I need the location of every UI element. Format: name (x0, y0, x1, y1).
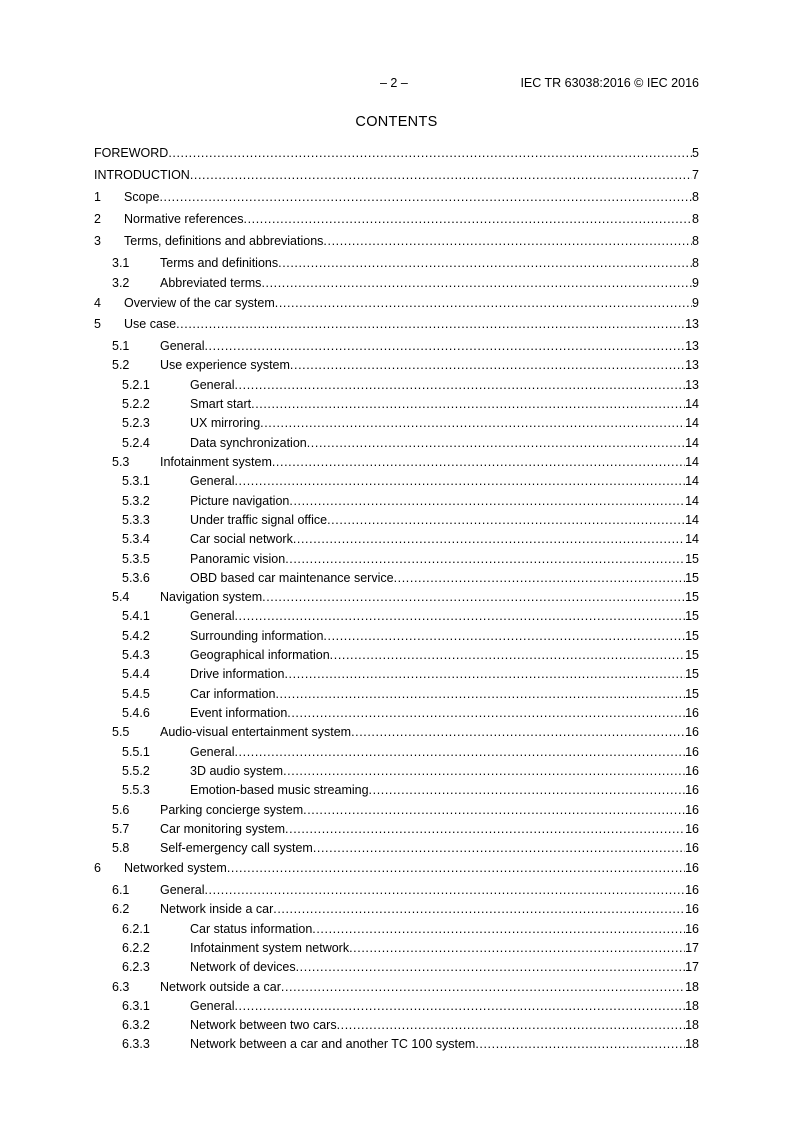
toc-entry-page: 16 (685, 803, 699, 817)
toc-leader-dots (234, 473, 685, 489)
toc-leader-dots (283, 763, 685, 779)
toc-entry-number: 2 (94, 212, 101, 226)
toc-entry[interactable] (94, 608, 699, 624)
toc-leader-dots (278, 255, 692, 271)
toc-entry-page: 15 (685, 648, 699, 662)
toc-entry-number: 6.2 (112, 902, 130, 916)
toc-entry[interactable] (94, 189, 699, 205)
toc-entry-page: 18 (685, 1037, 699, 1051)
toc-entry-title: General (160, 883, 205, 897)
toc-entry[interactable] (94, 167, 699, 183)
toc-entry-number: 5.2.1 (122, 378, 150, 392)
toc-leader-dots (330, 647, 685, 663)
toc-entry-page: 15 (685, 590, 699, 604)
toc-leader-dots (323, 233, 692, 249)
toc-entry[interactable] (94, 454, 699, 470)
toc-entry-number: 5.3.1 (122, 474, 150, 488)
toc-entry[interactable] (94, 901, 699, 917)
toc-leader-dots (261, 275, 692, 291)
toc-entry-page: 18 (685, 1018, 699, 1032)
toc-entry-title: Parking concierge system (160, 803, 304, 817)
toc-leader-dots (262, 589, 685, 605)
toc-entry-page: 15 (685, 552, 699, 566)
toc-leader-dots (475, 1036, 685, 1052)
toc-entry-page: 15 (685, 687, 699, 701)
toc-leader-dots (323, 628, 685, 644)
toc-leader-dots (190, 167, 692, 183)
toc-entry-page: 14 (685, 494, 699, 508)
toc-entry-number: 6.3.2 (122, 1018, 150, 1032)
toc-entry-title: Audio-visual entertainment system (160, 725, 352, 739)
toc-entry[interactable] (94, 357, 699, 373)
toc-entry-number: 5.4.3 (122, 648, 150, 662)
toc-entry[interactable] (94, 512, 699, 528)
toc-leader-dots (204, 882, 685, 898)
toc-entry[interactable] (94, 435, 699, 451)
toc-entry-page: 14 (685, 455, 699, 469)
toc-leader-dots (287, 705, 685, 721)
toc-entry[interactable] (94, 686, 699, 702)
toc-entry-number: 3.1 (112, 256, 130, 270)
toc-entry-title: General (190, 609, 235, 623)
toc-entry-number: 6.3.3 (122, 1037, 150, 1051)
toc-entry-page: 15 (685, 571, 699, 585)
toc-entry-title: Car status information (190, 922, 313, 936)
toc-leader-dots (234, 998, 685, 1014)
toc-entry-title: INTRODUCTION (94, 168, 190, 182)
toc-entry-page: 15 (685, 629, 699, 643)
toc-entry-number: 5.5.2 (122, 764, 150, 778)
toc-entry-title: Scope (124, 190, 160, 204)
toc-entry-page: 9 (692, 296, 699, 310)
toc-leader-dots (227, 860, 685, 876)
toc-entry-page: 5 (692, 146, 699, 160)
toc-entry-title: Car information (190, 687, 276, 701)
toc-entry-number: 5.4.2 (122, 629, 150, 643)
toc-leader-dots (284, 666, 685, 682)
toc-entry-title: Navigation system (160, 590, 263, 604)
toc-entry-number: 5.8 (112, 841, 130, 855)
toc-entry-number: 5.4.4 (122, 667, 150, 681)
toc-entry-page: 16 (685, 725, 699, 739)
toc-entry-page: 14 (685, 513, 699, 527)
toc-entry-page: 7 (692, 168, 699, 182)
toc-entry-number: 6.2.1 (122, 922, 150, 936)
toc-leader-dots (234, 744, 685, 760)
toc-leader-dots (234, 608, 685, 624)
toc-entry[interactable] (94, 744, 699, 760)
toc-entry-number: 6.2.3 (122, 960, 150, 974)
toc-entry-page: 16 (685, 706, 699, 720)
toc-entry[interactable] (94, 921, 699, 937)
toc-entry-title: Panoramic vision (190, 552, 286, 566)
toc-entry[interactable] (94, 531, 699, 547)
toc-entry-title: Geographical information (190, 648, 330, 662)
toc-entry-title: Surrounding information (190, 629, 324, 643)
document-id: IEC TR 63038:2016 © IEC 2016 (520, 76, 699, 90)
toc-entry[interactable] (94, 647, 699, 663)
toc-entry[interactable] (94, 551, 699, 567)
toc-entry[interactable] (94, 589, 699, 605)
toc-entry[interactable] (94, 940, 699, 956)
toc-entry-title: FOREWORD (94, 146, 169, 160)
toc-leader-dots (275, 686, 685, 702)
toc-entry-page: 17 (685, 941, 699, 955)
toc-entry-page: 8 (692, 256, 699, 270)
toc-entry-page: 9 (692, 276, 699, 290)
toc-entry-number: 1 (94, 190, 101, 204)
toc-entry-title: Network inside a car (160, 902, 274, 916)
toc-entry-page: 13 (685, 358, 699, 372)
toc-entry[interactable] (94, 145, 699, 161)
toc-entry[interactable] (94, 275, 699, 291)
toc-entry-number: 5.4.5 (122, 687, 150, 701)
toc-entry[interactable] (94, 377, 699, 393)
toc-leader-dots (351, 724, 685, 740)
toc-entry-number: 5.1 (112, 339, 130, 353)
toc-entry-page: 14 (685, 397, 699, 411)
toc-entry-number: 5.3.3 (122, 513, 150, 527)
toc-entry-title: Abbreviated terms (160, 276, 262, 290)
toc-leader-dots (244, 211, 693, 227)
toc-leader-dots (281, 979, 685, 995)
toc-entry-page: 8 (692, 212, 699, 226)
toc-leader-dots (313, 840, 685, 856)
toc-entry[interactable] (94, 338, 699, 354)
toc-entry[interactable] (94, 724, 699, 740)
toc-entry[interactable] (94, 316, 699, 332)
toc-entry-page: 14 (685, 416, 699, 430)
toc-entry-title: Self-emergency call system (160, 841, 313, 855)
toc-entry-number: 6.1 (112, 883, 130, 897)
toc-entry-title: Network outside a car (160, 980, 281, 994)
toc-leader-dots (176, 316, 685, 332)
toc-leader-dots (293, 531, 685, 547)
toc-leader-dots (303, 802, 685, 818)
toc-entry[interactable] (94, 802, 699, 818)
toc-entry-page: 16 (685, 883, 699, 897)
toc-leader-dots (394, 570, 686, 586)
toc-entry[interactable] (94, 415, 699, 431)
toc-entry[interactable] (94, 295, 699, 311)
toc-entry-title: Network between two cars (190, 1018, 337, 1032)
toc-entry-page: 16 (685, 922, 699, 936)
toc-entry-title: Picture navigation (190, 494, 290, 508)
toc-leader-dots (307, 435, 685, 451)
toc-entry[interactable] (94, 233, 699, 249)
toc-entry[interactable] (94, 860, 699, 876)
toc-entry[interactable] (94, 840, 699, 856)
toc-leader-dots (296, 959, 685, 975)
toc-entry-title: Drive information (190, 667, 285, 681)
toc-entry-page: 16 (685, 841, 699, 855)
toc-leader-dots (273, 901, 685, 917)
toc-entry-title: Terms, definitions and abbreviations (124, 234, 324, 248)
toc-entry-page: 18 (685, 999, 699, 1013)
toc-entry-page: 15 (685, 667, 699, 681)
toc-entry-number: 5.4.1 (122, 609, 150, 623)
toc-entry-page: 18 (685, 980, 699, 994)
toc-entry[interactable] (94, 1036, 699, 1052)
toc-entry-number: 6.3 (112, 980, 130, 994)
toc-entry-title: Network between a car and another TC 100 system (190, 1037, 476, 1051)
toc-entry-title: General (190, 745, 235, 759)
toc-entry[interactable] (94, 396, 699, 412)
toc-entry[interactable] (94, 763, 699, 779)
toc-leader-dots (168, 145, 692, 161)
page-number: – 2 – (380, 76, 408, 90)
toc-entry-title: Event information (190, 706, 288, 720)
toc-entry-title: General (190, 378, 235, 392)
toc-entry-page: 15 (685, 609, 699, 623)
toc-leader-dots (204, 338, 685, 354)
toc-entry[interactable] (94, 493, 699, 509)
toc-entry-number: 5.5.1 (122, 745, 150, 759)
toc-entry-number: 5.2.4 (122, 436, 150, 450)
toc-entry-page: 16 (685, 902, 699, 916)
page-title: CONTENTS (355, 114, 438, 130)
toc-entry[interactable] (94, 705, 699, 721)
toc-entry-title: Network of devices (190, 960, 296, 974)
toc-entry-number: 5.3 (112, 455, 130, 469)
toc-entry-title: General (160, 339, 205, 353)
toc-entry-page: 16 (685, 861, 699, 875)
toc-entry[interactable] (94, 959, 699, 975)
toc-entry-page: 13 (685, 317, 699, 331)
toc-entry-title: Terms and definitions (160, 256, 279, 270)
toc-entry-title: Car social network (190, 532, 293, 546)
toc-leader-dots (260, 415, 685, 431)
toc-entry-title: General (190, 474, 235, 488)
toc-entry-page: 14 (685, 436, 699, 450)
toc-leader-dots (275, 295, 692, 311)
toc-entry-title: Infotainment system network (190, 941, 350, 955)
toc-leader-dots (285, 551, 685, 567)
toc-entry-number: 5.4 (112, 590, 130, 604)
toc-entry-page: 16 (685, 783, 699, 797)
toc-entry-title: General (190, 999, 235, 1013)
toc-entry-title: Emotion-based music streaming (190, 783, 369, 797)
toc-entry-title: Smart start (190, 397, 252, 411)
toc-entry-number: 5.5 (112, 725, 130, 739)
toc-entry[interactable] (94, 628, 699, 644)
toc-entry-number: 5.4.6 (122, 706, 150, 720)
toc-entry-page: 13 (685, 378, 699, 392)
toc-entry[interactable] (94, 473, 699, 489)
toc-entry[interactable] (94, 666, 699, 682)
toc-entry-page: 17 (685, 960, 699, 974)
toc-entry-number: 3 (94, 234, 101, 248)
toc-entry-number: 6.3.1 (122, 999, 150, 1013)
toc-entry[interactable] (94, 998, 699, 1014)
toc-entry-number: 5.3.2 (122, 494, 150, 508)
toc-entry-page: 14 (685, 532, 699, 546)
toc-entry-title: 3D audio system (190, 764, 284, 778)
toc-entry-number: 5.7 (112, 822, 130, 836)
toc-entry-title: Under traffic signal office (190, 513, 328, 527)
toc-entry-number: 6 (94, 861, 101, 875)
page-header (94, 76, 699, 92)
toc-leader-dots (337, 1017, 686, 1033)
toc-entry-number: 5.2.2 (122, 397, 150, 411)
toc-entry-title: Data synchronization (190, 436, 307, 450)
toc-entry[interactable] (94, 211, 699, 227)
toc-entry-number: 5.2 (112, 358, 130, 372)
toc-leader-dots (312, 921, 685, 937)
toc-entry[interactable] (94, 570, 699, 586)
toc-entry-number: 5.3.5 (122, 552, 150, 566)
toc-entry-number: 3.2 (112, 276, 130, 290)
toc-entry-title: OBD based car maintenance service (190, 571, 394, 585)
toc-leader-dots (272, 454, 685, 470)
toc-entry-title: UX mirroring (190, 416, 261, 430)
toc-entry-title: Normative references (124, 212, 244, 226)
toc-entry-page: 13 (685, 339, 699, 353)
toc-entry[interactable] (94, 1017, 699, 1033)
toc-entry[interactable] (94, 979, 699, 995)
toc-entry-number: 4 (94, 296, 101, 310)
toc-leader-dots (289, 493, 685, 509)
toc-entry[interactable] (94, 782, 699, 798)
toc-entry-number: 5.2.3 (122, 416, 150, 430)
toc-leader-dots (285, 821, 685, 837)
toc-entry-page: 16 (685, 745, 699, 759)
toc-entry-title: Use experience system (160, 358, 290, 372)
toc-leader-dots (251, 396, 685, 412)
toc-entry-number: 5.3.6 (122, 571, 150, 585)
toc-entry-number: 5.3.4 (122, 532, 150, 546)
toc-entry[interactable] (94, 882, 699, 898)
toc-entry-page: 16 (685, 764, 699, 778)
toc-entry-page: 8 (692, 190, 699, 204)
toc-entry-page: 14 (685, 474, 699, 488)
toc-entry-number: 5.5.3 (122, 783, 150, 797)
toc-entry-title: Infotainment system (160, 455, 272, 469)
toc-entry-page: 8 (692, 234, 699, 248)
toc-leader-dots (349, 940, 685, 956)
toc-leader-dots (234, 377, 685, 393)
toc-leader-dots (327, 512, 685, 528)
toc-entry-page: 16 (685, 822, 699, 836)
toc-entry-title: Overview of the car system (124, 296, 275, 310)
toc-leader-dots (159, 189, 692, 205)
toc-entry-title: Car monitoring system (160, 822, 286, 836)
toc-entry[interactable] (94, 821, 699, 837)
toc-leader-dots (369, 782, 686, 798)
toc-entry-title: Use case (124, 317, 177, 331)
toc-entry[interactable] (94, 255, 699, 271)
toc-entry-number: 6.2.2 (122, 941, 150, 955)
toc-entry-title: Networked system (124, 861, 227, 875)
toc-entry-number: 5.6 (112, 803, 130, 817)
toc-leader-dots (290, 357, 685, 373)
toc-entry-number: 5 (94, 317, 101, 331)
